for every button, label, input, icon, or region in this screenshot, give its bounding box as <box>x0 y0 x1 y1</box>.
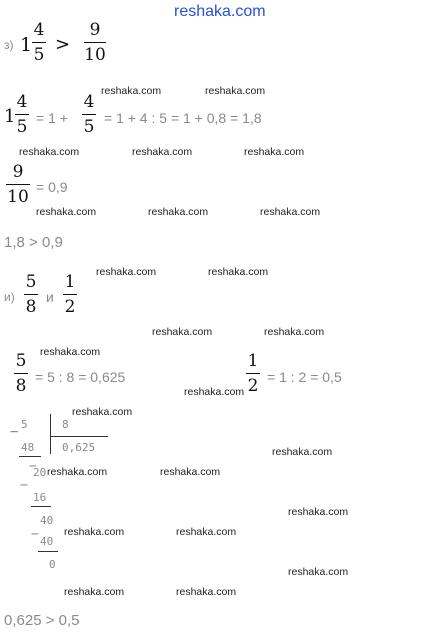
numerator: 5 <box>25 272 37 292</box>
watermark: reshaka.com <box>132 146 193 158</box>
left-computation: = 5 : 8 = 0,625 <box>35 369 126 385</box>
numerator: 4 <box>16 92 28 112</box>
line1-fraction <box>15 92 29 137</box>
numerator: 5 <box>15 351 27 371</box>
division-bracket-vertical <box>50 414 51 454</box>
watermark: reshaka.com <box>36 206 97 218</box>
underline-2 <box>31 506 51 507</box>
numerator: 1 <box>64 272 76 292</box>
underline-1 <box>19 456 41 457</box>
numerator: 9 <box>12 162 24 182</box>
denominator: 5 <box>33 45 45 65</box>
watermark: reshaka.com <box>64 586 125 598</box>
divisor: 8 <box>62 418 69 431</box>
part-z-label: з) <box>4 38 14 52</box>
minus-sign: − <box>29 459 37 474</box>
watermark: reshaka.com <box>272 446 333 458</box>
fraction-bar <box>82 114 96 115</box>
subtrahend-3: 40 <box>40 535 54 548</box>
watermark: reshaka.com <box>152 326 213 338</box>
denominator: 8 <box>25 297 37 317</box>
watermark: reshaka.com <box>176 586 237 598</box>
watermark: reshaka.com <box>96 266 157 278</box>
fraction-bar <box>32 42 46 43</box>
minus-sign: − <box>31 527 39 542</box>
watermark: reshaka.com <box>288 566 349 578</box>
watermark: reshaka.com <box>47 466 108 478</box>
comparison-i: 0,625 > 0,5 <box>4 612 80 629</box>
watermark: reshaka.com <box>184 386 245 398</box>
watermark: reshaka.com <box>40 346 101 358</box>
fraction-bar <box>14 373 28 374</box>
line2-rest: = 0,9 <box>36 179 68 195</box>
comparison-z: 1,8 > 0,9 <box>4 234 63 251</box>
watermark: reshaka.com <box>19 146 80 158</box>
watermark: reshaka.com <box>64 526 125 538</box>
right-fraction <box>246 351 260 396</box>
watermark: reshaka.com <box>72 406 133 418</box>
fraction-bar <box>6 184 30 185</box>
dividend: 5 <box>21 418 28 431</box>
watermark: reshaka.com <box>160 466 221 478</box>
left-fraction <box>14 351 28 396</box>
fraction-bar <box>63 294 77 295</box>
line2-fraction <box>6 162 30 207</box>
watermark: reshaka.com <box>101 85 162 97</box>
fraction-bar <box>24 294 38 295</box>
denominator: 8 <box>15 376 27 396</box>
subtrahend-1: 48 <box>21 441 35 454</box>
denominator: 5 <box>83 117 95 137</box>
denominator: 10 <box>84 45 106 65</box>
watermark: reshaka.com <box>176 526 237 538</box>
line1-rest: = 1 + 4 : 5 = 1 + 0,8 = 1,8 <box>104 110 262 126</box>
division-bracket-horizontal <box>50 436 108 437</box>
right-computation: = 1 : 2 = 0,5 <box>267 369 342 385</box>
numerator: 9 <box>89 20 101 40</box>
remainder-3: 0 <box>49 558 56 571</box>
denominator: 5 <box>16 117 28 137</box>
line1-whole: 1 <box>4 106 16 127</box>
underline-3 <box>38 551 58 552</box>
denominator: 2 <box>247 376 259 396</box>
minus-sign: − <box>20 478 28 493</box>
mixed-number-fraction <box>32 20 46 65</box>
watermark: reshaka.com <box>260 206 321 218</box>
denominator: 2 <box>64 297 76 317</box>
quotient: 0,625 <box>62 441 96 454</box>
part-i-label: и) <box>4 290 15 304</box>
mixed-number-whole: 1 <box>20 34 33 56</box>
watermark: reshaka.com <box>148 206 209 218</box>
remainder-1: 20 <box>33 466 47 479</box>
watermark: reshaka.com <box>205 85 266 97</box>
watermark: reshaka.com <box>288 506 349 518</box>
watermark: reshaka.com <box>208 266 269 278</box>
fraction-1-2 <box>63 272 77 317</box>
fraction-5-8 <box>24 272 38 317</box>
line1-fraction-2 <box>82 92 96 137</box>
minus-sign: − <box>10 424 19 440</box>
fraction-bar <box>15 114 29 115</box>
fraction-bar <box>84 42 106 43</box>
watermark: reshaka.com <box>264 326 325 338</box>
numerator: 4 <box>33 20 45 40</box>
fraction-bar <box>246 373 260 374</box>
numerator: 1 <box>247 351 259 371</box>
line1-mid: = 1 + <box>36 110 68 126</box>
subtrahend-2: 16 <box>33 491 47 504</box>
watermark: reshaka.com <box>244 146 305 158</box>
fraction-9-10 <box>84 20 106 65</box>
greater-than-sign: > <box>55 34 71 55</box>
denominator: 10 <box>7 187 29 207</box>
site-header-link[interactable]: reshaka.com <box>174 3 266 20</box>
conjunction-and: и <box>46 289 54 305</box>
numerator: 4 <box>83 92 95 112</box>
remainder-2: 40 <box>40 514 54 527</box>
